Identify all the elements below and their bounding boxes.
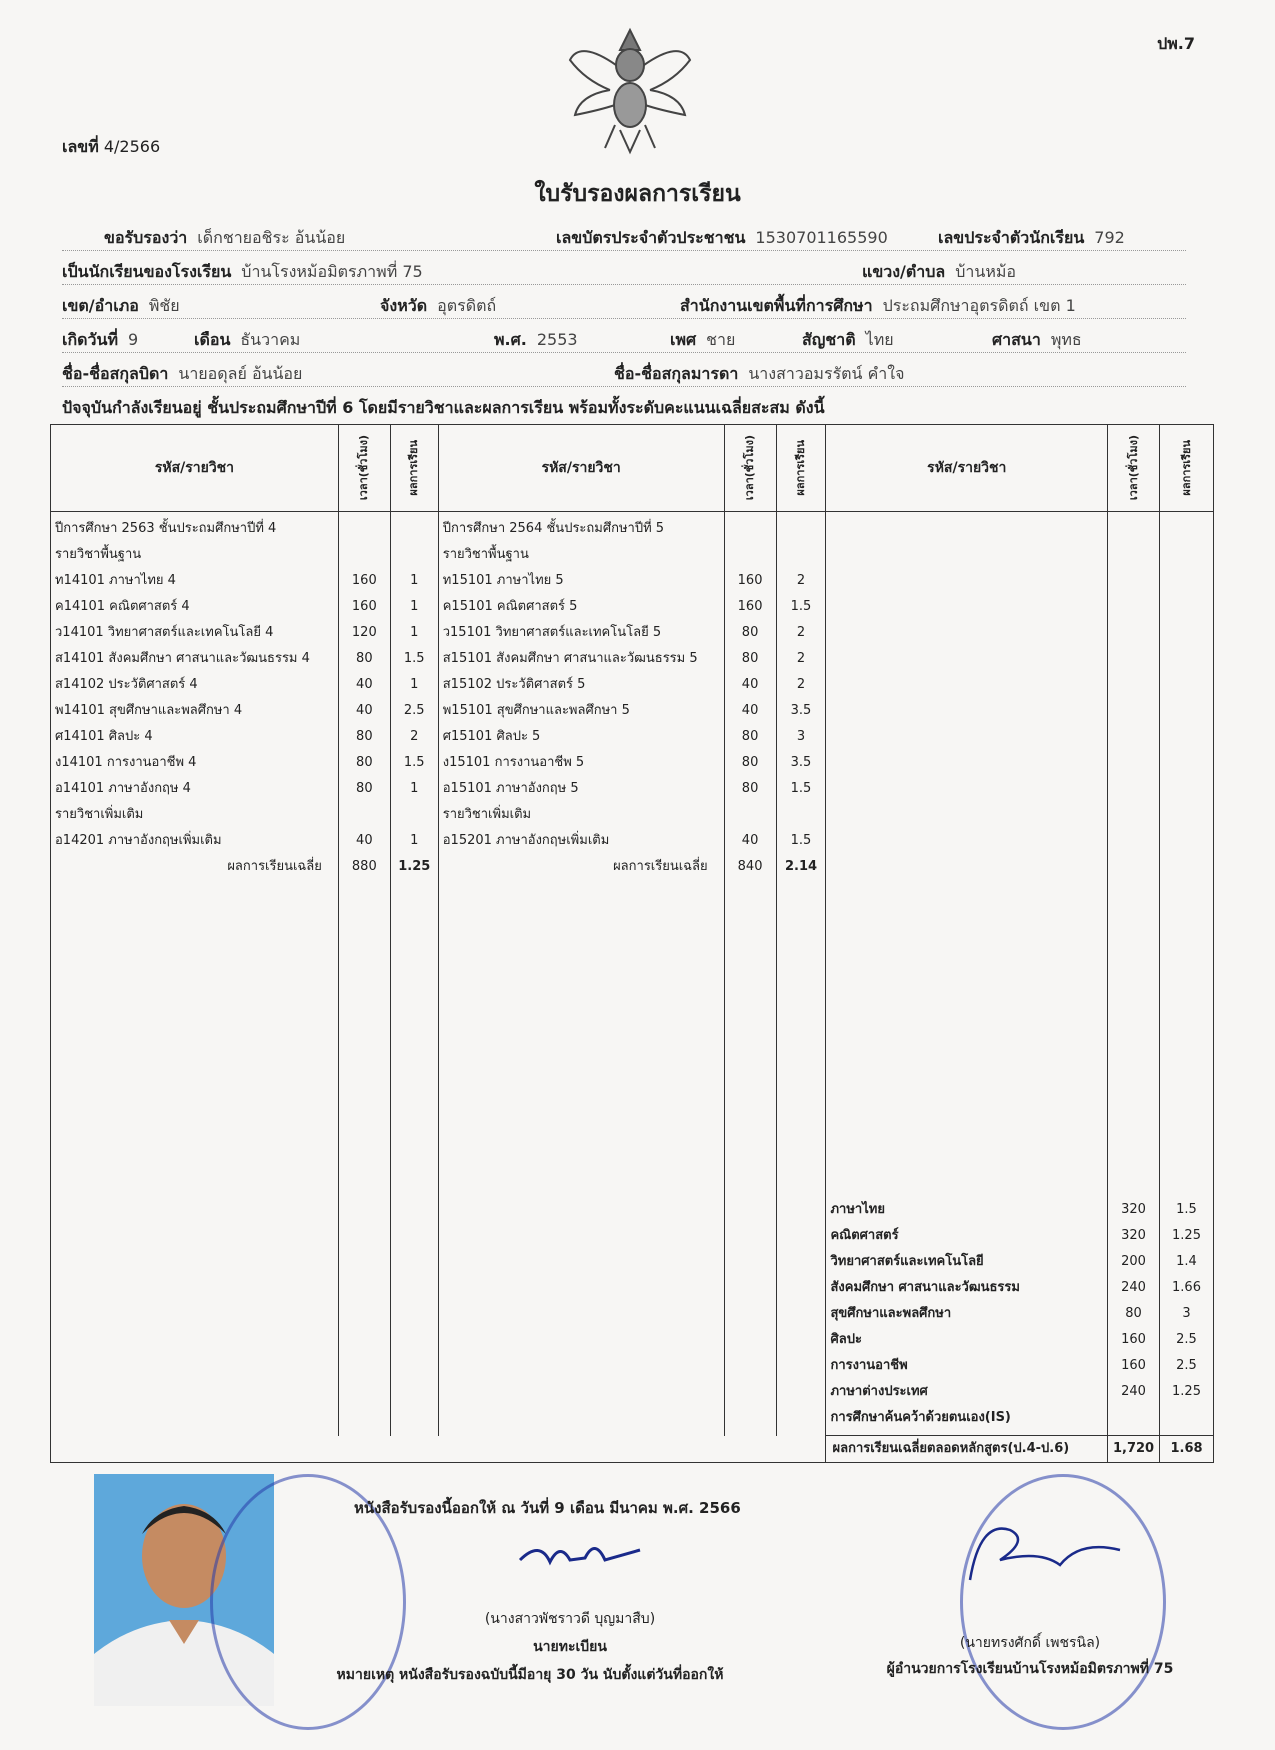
subject-grade: 1.5 bbox=[790, 833, 812, 848]
subject-grade: 1 bbox=[410, 781, 419, 796]
spacer bbox=[729, 542, 772, 568]
garuda-emblem-icon bbox=[560, 20, 700, 158]
subject-grade: 3.5 bbox=[790, 755, 812, 770]
summary-grade: 1.25 bbox=[1172, 1228, 1201, 1243]
info-line-5: ชื่อ-ชื่อสกุลบิดา นายอดุลย์ อ้นน้อย ชื่อ-ชื่อสกุลมารดา นางสาวอมรรัตน์ คำใจ bbox=[62, 356, 1186, 387]
subject-name: ท14101 ภาษาไทย 4 bbox=[55, 573, 176, 588]
subject-name: อ14101 ภาษาอังกฤษ 4 bbox=[55, 781, 191, 796]
subject-hours: 120 bbox=[351, 625, 377, 640]
summary-grade: 1.5 bbox=[1176, 1202, 1197, 1217]
summary-hours bbox=[1112, 1405, 1155, 1431]
summary-subject: ศิลปะ bbox=[830, 1332, 862, 1347]
subject-name: ส14101 สังคมศึกษา ศาสนาและวัฒนธรรม 4 bbox=[55, 651, 310, 666]
subject-hours: 80 bbox=[356, 755, 373, 770]
grades-table bbox=[50, 424, 1214, 1463]
col-header-grade: ผลการเรียน bbox=[390, 425, 438, 512]
citizen-id: 1530701165590 bbox=[755, 228, 888, 247]
subject-hours: 80 bbox=[356, 729, 373, 744]
spacer bbox=[395, 802, 434, 828]
subject-hours: 40 bbox=[741, 703, 759, 718]
registrar-title: นายทะเบียน bbox=[533, 1639, 607, 1655]
summary-subject: ภาษาต่างประเทศ bbox=[830, 1384, 928, 1399]
subject-grade: 1 bbox=[410, 833, 419, 848]
col-header-subject: รหัส/รายวิชา bbox=[438, 425, 724, 512]
subject-name: อ15201 ภาษาอังกฤษเพิ่มเติม bbox=[442, 833, 610, 848]
subject-name: ว14101 วิทยาศาสตร์และเทคโนโลยี 4 bbox=[55, 625, 274, 640]
average-label: ผลการเรียนเฉลี่ย bbox=[227, 859, 322, 874]
final-hours: 1,720 bbox=[1108, 1436, 1160, 1463]
summary-subject: สุขศึกษาและพลศึกษา bbox=[830, 1306, 952, 1321]
summary-hours: 80 bbox=[1125, 1306, 1142, 1321]
summary-subject: ภาษาไทย bbox=[830, 1202, 885, 1217]
subject-hours: 40 bbox=[356, 833, 373, 848]
summary-hours: 160 bbox=[1121, 1332, 1146, 1347]
subject-name: ศ15101 ศิลปะ 5 bbox=[442, 729, 541, 744]
subject-grade: 1 bbox=[410, 677, 419, 692]
subject-grade: 3.5 bbox=[790, 703, 812, 718]
subject-hours: 40 bbox=[356, 703, 373, 718]
info-line-1: ขอรับรองว่า เด็กชายอชิระ อ้นน้อย เลขบัตรประจำตัวประชาชน 1530701165590 เลขประจำตัวนักเรียน 792 bbox=[62, 220, 1186, 251]
subject-name: ท15101 ภาษาไทย 5 bbox=[442, 573, 564, 588]
subject-grade: 1.5 bbox=[403, 651, 425, 666]
subject-name: อ14201 ภาษาอังกฤษเพิ่มเติม bbox=[55, 833, 222, 848]
spacer bbox=[729, 802, 772, 828]
summary-hours: 320 bbox=[1121, 1202, 1146, 1217]
year-heading: ปีการศึกษา 2564 ชั้นประถมศึกษาปีที่ 5 bbox=[442, 521, 665, 536]
average-hours: 880 bbox=[351, 859, 377, 874]
average-hours: 840 bbox=[737, 859, 763, 874]
info-line-2: เป็นนักเรียนของโรงเรียน บ้านโรงหม้อมิตรภาพที่ 75 แขวง/ตำบล บ้านหม้อ bbox=[62, 254, 1186, 285]
subject-hours: 160 bbox=[737, 599, 763, 614]
col-header-grade: ผลการเรียน bbox=[1160, 425, 1214, 512]
col-header-subject: รหัส/รายวิชา bbox=[826, 425, 1108, 512]
subject-grade: 1 bbox=[410, 599, 419, 614]
director-title: ผู้อำนวยการโรงเรียนบ้านโรงหม้อมิตรภาพที่ 75 bbox=[886, 1661, 1174, 1677]
subject-name: ส15101 สังคมศึกษา ศาสนาและวัฒนธรรม 5 bbox=[442, 651, 698, 666]
spacer bbox=[729, 516, 772, 542]
extra-subjects-label: รายวิชาเพิ่มเติม bbox=[442, 807, 532, 822]
subject-name: พ15101 สุขศึกษาและพลศึกษา 5 bbox=[442, 703, 630, 718]
subject-hours: 80 bbox=[741, 781, 759, 796]
summary-grade: 2.5 bbox=[1176, 1358, 1197, 1373]
subject-grade: 1 bbox=[410, 625, 419, 640]
final-average-label: ผลการเรียนเฉลี่ยตลอดหลักสูตร(ป.4-ป.6) bbox=[826, 1436, 1108, 1463]
basic-subjects-label: รายวิชาพื้นฐาน bbox=[55, 547, 142, 562]
summary-grade: 1.25 bbox=[1172, 1384, 1201, 1399]
subject-grade: 2 bbox=[796, 651, 806, 666]
spacer bbox=[395, 542, 434, 568]
page-title: ใบรับรองผลการเรียน bbox=[534, 181, 741, 207]
spacer bbox=[781, 542, 822, 568]
spacer bbox=[343, 516, 386, 542]
info-line-3: เขต/อำเภอ พิชัย จังหวัด อุตรดิตถ์ สำนักงานเขตพื้นที่การศึกษา ประถมศึกษาอุตรดิตถ์ เขต 1 bbox=[62, 288, 1186, 319]
col-header-hours: เวลา(ชั่วโมง) bbox=[338, 425, 390, 512]
summary-grade: 1.4 bbox=[1176, 1254, 1197, 1269]
subject-grade: 2 bbox=[796, 573, 806, 588]
subject-grade: 2 bbox=[410, 729, 419, 744]
subject-hours: 40 bbox=[741, 833, 759, 848]
subject-hours: 80 bbox=[741, 625, 759, 640]
subject-name: ส14102 ประวัติศาสตร์ 4 bbox=[55, 677, 198, 692]
validity-note: หมายเหตุ หนังสือรับรองฉบับนี้มีอายุ 30 วัน นับตั้งแต่วันที่ออกให้ bbox=[336, 1667, 724, 1683]
director-name: (นายทรงศักดิ์ เพชรนิล) bbox=[959, 1635, 1101, 1651]
form-code: ปพ.7 bbox=[1157, 34, 1195, 53]
spacer bbox=[781, 802, 822, 828]
subject-grade: 2 bbox=[796, 677, 806, 692]
subject-name: ส15102 ประวัติศาสตร์ 5 bbox=[442, 677, 586, 692]
summary-hours: 200 bbox=[1121, 1254, 1146, 1269]
subject-hours: 160 bbox=[737, 573, 763, 588]
subject-hours: 160 bbox=[351, 573, 377, 588]
subject-hours: 80 bbox=[741, 755, 759, 770]
summary-hours: 240 bbox=[1121, 1384, 1146, 1399]
year1-hours bbox=[339, 512, 390, 884]
intro-text: ปัจจุบันกำลังเรียนอยู่ ชั้นประถมศึกษาปีที่ 6 โดยมีรายวิชาและผลการเรียน พร้อมทั้งระดับคะแนนเฉลี่ยสะสม ดังนี้ bbox=[62, 398, 825, 417]
summary-subject: การศึกษาค้นคว้าด้วยตนเอง(IS) bbox=[830, 1410, 1011, 1425]
subject-hours: 80 bbox=[741, 651, 759, 666]
summary-grades bbox=[1160, 1193, 1213, 1435]
subject-grade: 1.5 bbox=[403, 755, 425, 770]
spacer bbox=[343, 542, 386, 568]
col-header-subject: รหัส/รายวิชา bbox=[51, 425, 339, 512]
subject-hours: 40 bbox=[741, 677, 759, 692]
summary-hours bbox=[1108, 1193, 1159, 1435]
subject-name: ค14101 คณิตศาสตร์ 4 bbox=[55, 599, 190, 614]
average-label: ผลการเรียนเฉลี่ย bbox=[613, 859, 708, 874]
summary-subjects bbox=[826, 1193, 1107, 1435]
subject-name: พ14101 สุขศึกษาและพลศึกษา 4 bbox=[55, 703, 243, 718]
subject-hours: 80 bbox=[356, 651, 373, 666]
summary-hours: 240 bbox=[1121, 1280, 1146, 1295]
summary-grade: 1.66 bbox=[1172, 1280, 1201, 1295]
summary-hours: 320 bbox=[1121, 1228, 1146, 1243]
spacer bbox=[781, 516, 822, 542]
subject-hours: 80 bbox=[741, 729, 759, 744]
col-header-hours: เวลา(ชั่วโมง) bbox=[1108, 425, 1160, 512]
student-name: เด็กชายอชิระ อ้นน้อย bbox=[197, 228, 346, 247]
subject-name: ศ14101 ศิลปะ 4 bbox=[55, 729, 153, 744]
summary-subject: คณิตศาสตร์ bbox=[830, 1228, 899, 1243]
school-name: บ้านโรงหม้อมิตรภาพที่ 75 bbox=[241, 262, 423, 281]
subject-hours: 160 bbox=[351, 599, 377, 614]
average-grade: 2.14 bbox=[784, 859, 818, 874]
subject-name: อ15101 ภาษาอังกฤษ 5 bbox=[442, 781, 579, 796]
year-heading: ปีการศึกษา 2563 ชั้นประถมศึกษาปีที่ 4 bbox=[55, 521, 277, 536]
summary-grade: 2.5 bbox=[1176, 1332, 1197, 1347]
info-line-4: เกิดวันที่ 9 เดือน ธันวาคม พ.ศ. 2553 เพศ ชาย สัญชาติ ไทย ศาสนา พุทธ bbox=[62, 322, 1186, 353]
summary-subject: การงานอาชีพ bbox=[830, 1358, 908, 1373]
basic-subjects-label: รายวิชาพื้นฐาน bbox=[442, 547, 529, 562]
spacer bbox=[343, 802, 386, 828]
subject-grade: 2 bbox=[796, 625, 806, 640]
summary-subject: วิทยาศาสตร์และเทคโนโลยี bbox=[830, 1254, 984, 1269]
director-signature-icon bbox=[950, 1510, 1140, 1600]
subject-grade: 1.5 bbox=[790, 781, 812, 796]
year2-grades bbox=[777, 512, 826, 884]
col-header-hours: เวลา(ชั่วโมง) bbox=[724, 425, 776, 512]
issue-date-text: หนังสือรับรองนี้ออกให้ ณ วันที่ 9 เดือน มีนาคม พ.ศ. 2566 bbox=[354, 1499, 741, 1517]
year1-grades bbox=[391, 512, 438, 884]
student-id: 792 bbox=[1094, 228, 1125, 247]
subject-name: ค15101 คณิตศาสตร์ 5 bbox=[442, 599, 578, 614]
subject-name: ว15101 วิทยาศาสตร์และเทคโนโลยี 5 bbox=[442, 625, 662, 640]
subject-hours: 80 bbox=[356, 781, 373, 796]
col-header-grade: ผลการเรียน bbox=[776, 425, 826, 512]
extra-subjects-label: รายวิชาเพิ่มเติม bbox=[55, 807, 144, 822]
subject-hours: 40 bbox=[356, 677, 373, 692]
year2-subjects bbox=[439, 512, 724, 884]
registrar-signature-icon bbox=[510, 1530, 650, 1580]
summary-hours: 160 bbox=[1121, 1358, 1146, 1373]
subject-grade: 3 bbox=[796, 729, 806, 744]
spacer bbox=[395, 516, 434, 542]
summary-grade bbox=[1164, 1405, 1209, 1431]
subject-grade: 1 bbox=[410, 573, 419, 588]
summary-subject: สังคมศึกษา ศาสนาและวัฒนธรรม bbox=[830, 1280, 1020, 1295]
document-number: เลขที่ 4/2566 bbox=[62, 137, 161, 156]
year1-subjects bbox=[51, 512, 338, 884]
subject-name: ง15101 การงานอาชีพ 5 bbox=[442, 755, 585, 770]
year2-hours bbox=[725, 512, 776, 884]
subject-grade: 1.5 bbox=[790, 599, 812, 614]
registrar-name: (นางสาวพัชราวดี บุญมาสืบ) bbox=[484, 1611, 656, 1627]
average-grade: 1.25 bbox=[398, 859, 431, 874]
subject-grade: 2.5 bbox=[403, 703, 425, 718]
final-grade: 1.68 bbox=[1160, 1436, 1214, 1463]
summary-grade: 3 bbox=[1182, 1306, 1191, 1321]
subject-name: ง14101 การงานอาชีพ 4 bbox=[55, 755, 197, 770]
